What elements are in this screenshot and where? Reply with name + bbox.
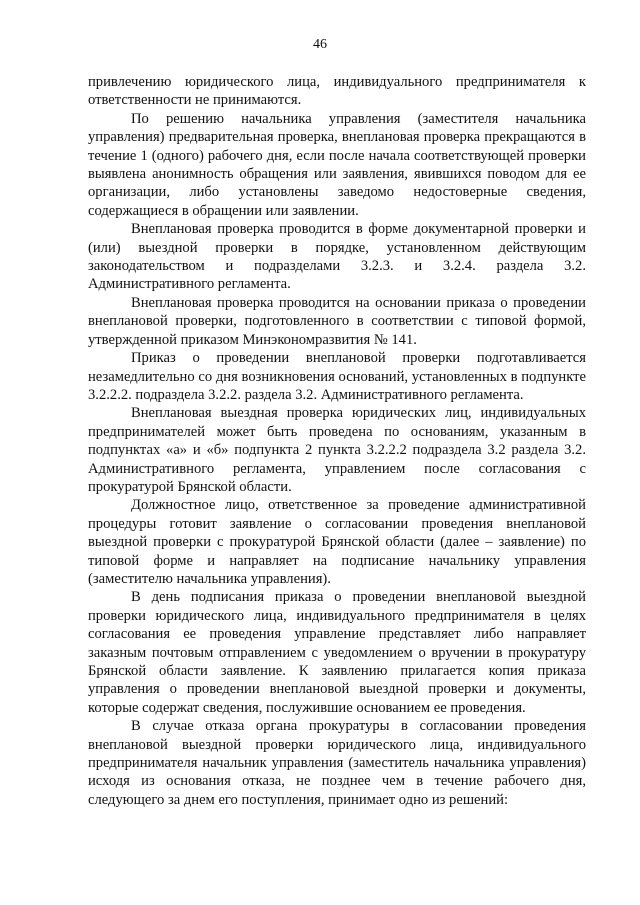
paragraph-inspection-termination: По решению начальника управления (заместителя начальника управления) предварительная проверка, внеплановая проверка прекращаются в течение 1 (одного) рабочего дня, если после начала соответствующей проверки выявлена анонимность обращения или заявления, явившихся поводом для ее организации, либо установлены заведомо недостоверные сведения, содержащиеся в обращении или заявлении. bbox=[88, 110, 586, 219]
paragraph-refusal-decision: В случае отказа органа прокуратуры в согласовании проведения внеплановой выездной проверки юридического лица, индивидуального предпринимателя начальник управления (заместитель начальника управления) исходя из основания отказа, не позднее чем в течение рабочего дня, следующего за днем его поступления, принимает одно из решений: bbox=[88, 718, 586, 808]
paragraph-continuation: привлечению юридического лица, индивидуального предпринимателя к ответственности не принимаются. bbox=[88, 74, 586, 109]
paragraph-application-preparation: Должностное лицо, ответственное за проведение административной процедуры готовит заявление о согласовании проведения внеплановой выездной проверки с прокуратурой Брянской области (далее – заявление) по типовой форме и направляет на подписание начальнику управления (заместителю начальника управления). bbox=[88, 497, 586, 587]
paragraph-inspection-order-basis: Внеплановая проверка проводится на основании приказа о проведении внеплановой проверки, подготовленного в соответствии с типовой формой, утвержденной приказом Минэкономразвития № 141. bbox=[88, 294, 586, 348]
document-body bbox=[88, 73, 586, 809]
page-number: 46 bbox=[313, 37, 327, 52]
paragraph-inspection-form: Внеплановая проверка проводится в форме документарной проверки и (или) выездной проверки в порядке, установленном действующим законодательством и подразделами 3.2.3. и 3.2.4. раздела 3.2. Административного регламента. bbox=[88, 221, 586, 293]
paragraph-order-preparation: Приказ о проведении внеплановой проверки подготавливается незамедлительно со дня возникновения оснований, установленных в подпункте 3.2.2.2. подраздела 3.2.2. раздела 3.2. Административного регламента. bbox=[88, 350, 586, 403]
paragraph-field-inspection-grounds: Внеплановая выездная проверка юридических лиц, индивидуальных предпринимателей может быть проведена по основаниям, указанным в подпунктах «а» и «б» подпункта 2 пункта 3.2.2.2 подраздела 3.2 раздела 3.2. Административного регламента, управлением после согласования с прокуратурой Брянской области. bbox=[88, 405, 586, 495]
paragraph-application-submission: В день подписания приказа о проведении внеплановой выездной проверки юридического лица, индивидуального предпринимателя в целях согласования ее проведения управление представляет либо направляет заказным почтовым отправлением с уведомлением о вручении в прокуратуру Брянской области заявление. К заявлению прилагается копия приказа управления о проведении внеплановой выездной проверки и документы, которые содержат сведения, послужившие основанием ее проведения. bbox=[88, 589, 586, 716]
